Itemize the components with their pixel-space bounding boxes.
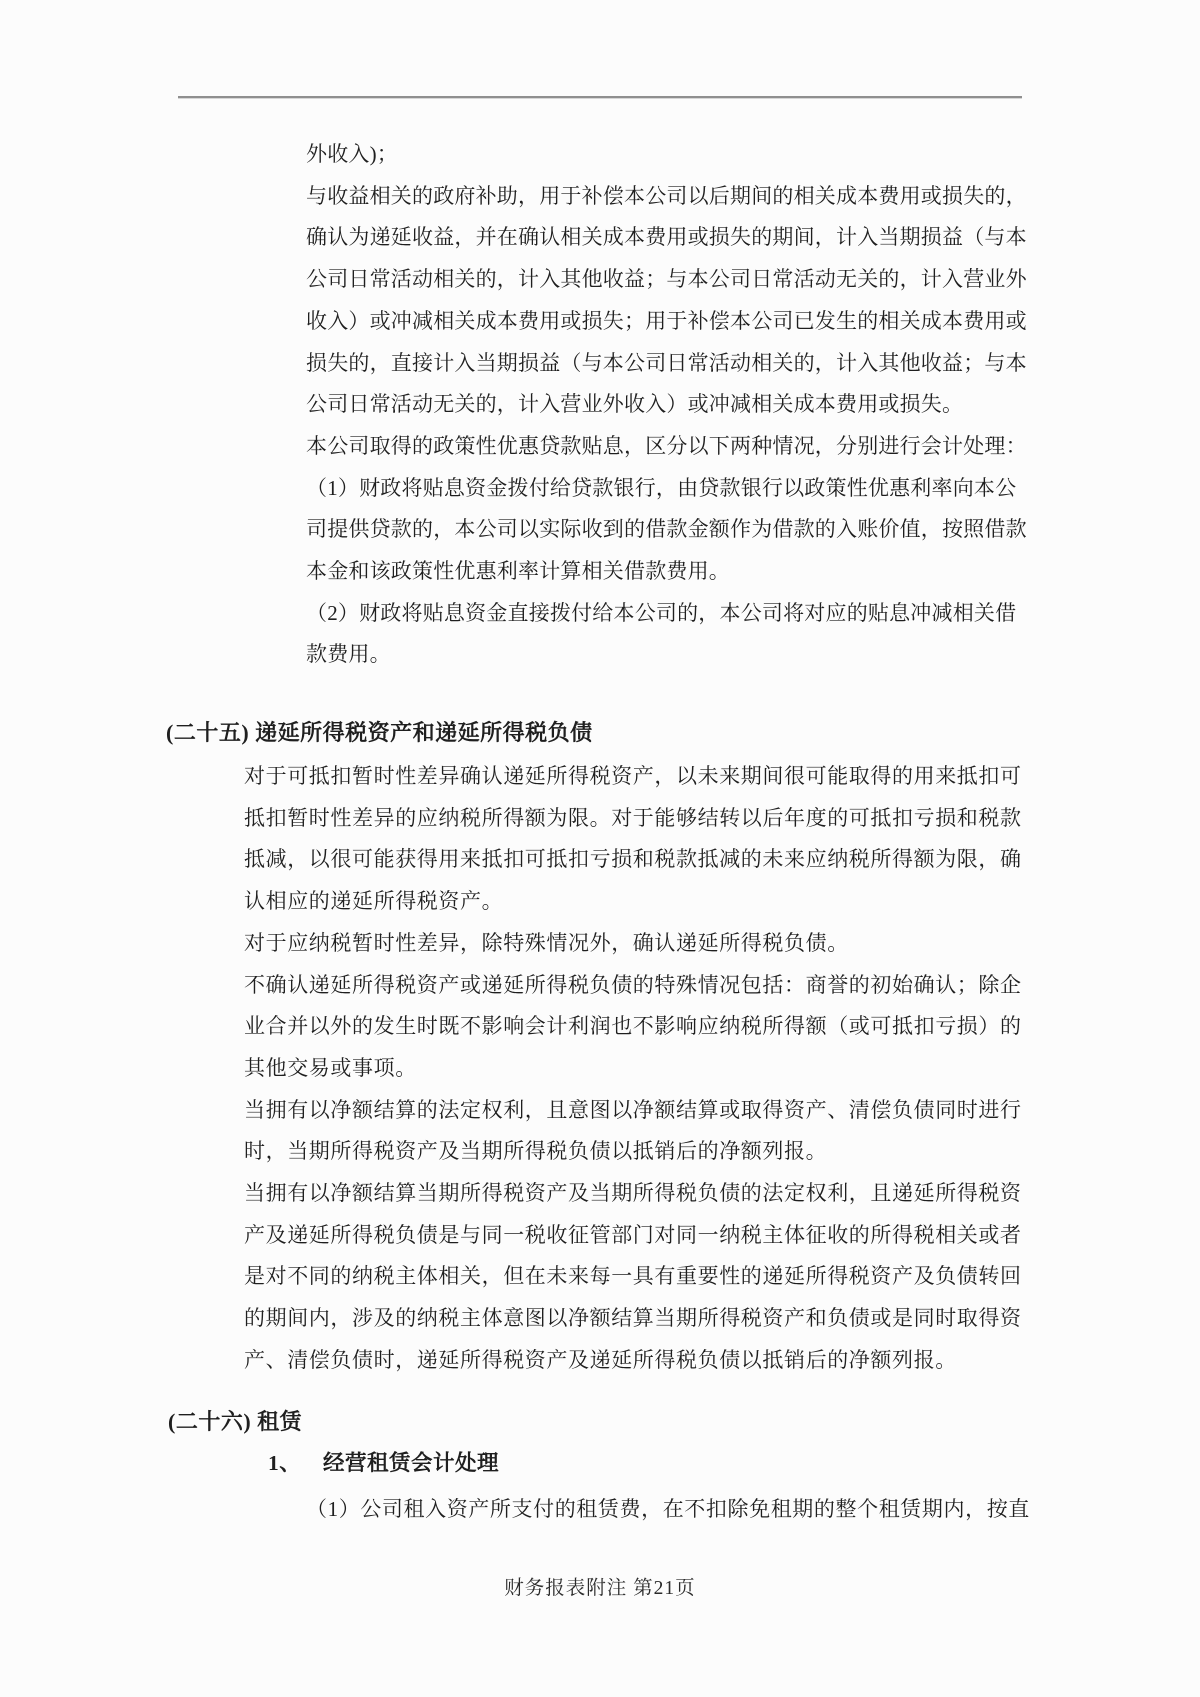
paragraph-line: 司提供贷款的，本公司以实际收到的借款金额作为借款的入账价值，按照借款 (306, 517, 1027, 542)
section-25-heading: (二十五) 递延所得税资产和递延所得税负债 (166, 720, 593, 745)
paragraph-line: 外收入)； (306, 142, 398, 166)
paragraph-line: 与收益相关的政府补助，用于补偿本公司以后期间的相关成本费用或损失的， (306, 183, 1027, 208)
paragraph-line: 公司日常活动相关的，计入其他收益；与本公司日常活动无关的，计入营业外 (306, 267, 1027, 292)
paragraph-line: 是对不同的纳税主体相关，但在未来每一具有重要性的递延所得税资产及负债转回 (244, 1264, 1022, 1289)
header-rule (178, 96, 1022, 98)
paragraph-line: 产及递延所得税负债是与同一税收征管部门对同一纳税主体征收的所得税相关或者 (244, 1222, 1022, 1247)
paragraph-line: 当拥有以净额结算当期所得税资产及当期所得税负债的法定权利，且递延所得税资 (244, 1181, 1022, 1206)
section-25-body (244, 756, 1022, 1382)
paragraph-line: 款费用。 (306, 642, 391, 667)
paragraph-line: 抵减，以很可能获得用来抵扣可抵扣亏损和税款抵减的未来应纳税所得额为限，确 (244, 847, 1022, 872)
paragraph-line: 当拥有以净额结算的法定权利，且意图以净额结算或取得资产、清偿负债同时进行 (244, 1097, 1022, 1122)
paragraph-line: （2）财政将贴息资金直接拨付给本公司的，本公司将对应的贴息冲减相关借 (306, 600, 1017, 625)
section-26-body (306, 1489, 1030, 1531)
continuation-paragraph (306, 134, 1027, 676)
paragraph-line: 对于可抵扣暂时性差异确认递延所得税资产，以未来期间很可能取得的用来抵扣可 (244, 764, 1022, 788)
paragraph-line: （1）公司租入资产所支付的租赁费，在不扣除免租期的整个租赁期内，按直 (306, 1497, 1030, 1521)
paragraph-line: 确认为递延收益，并在确认相关成本费用或损失的期间，计入当期损益（与本 (306, 225, 1027, 250)
paragraph-line: 本金和该政策性优惠利率计算相关借款费用。 (306, 559, 730, 584)
paragraph-line: 业合并以外的发生时既不影响会计利润也不影响应纳税所得额（或可抵扣亏损）的 (244, 1014, 1022, 1039)
paragraph-line: （1）财政将贴息资金拨付给贷款银行，由贷款银行以政策性优惠利率向本公 (306, 475, 1017, 500)
paragraph-line: 对于应纳税暂时性差异，除特殊情况外，确认递延所得税负债。 (244, 930, 849, 955)
subsection-number: 1、 (268, 1451, 302, 1475)
paragraph-line: 收入）或冲减相关成本费用或损失；用于补偿本公司已发生的相关成本费用或 (306, 308, 1027, 333)
section-26-subsection-heading (268, 1448, 499, 1478)
subsection-title: 经营租赁会计处理 (323, 1451, 500, 1475)
paragraph-line: 认相应的递延所得税资产。 (244, 889, 504, 914)
page-footer: 财务报表附注 第21页 (504, 1578, 696, 1599)
paragraph-line: 本公司取得的政策性优惠贷款贴息，区分以下两种情况，分别进行会计处理： (306, 433, 1027, 458)
section-26-heading: (二十六) 租赁 (168, 1409, 303, 1434)
paragraph-line: 抵扣暂时性差异的应纳税所得额为限。对于能够结转以后年度的可抵扣亏损和税款 (244, 805, 1022, 830)
paragraph-line: 的期间内，涉及的纳税主体意图以净额结算当期所得税资产和负债或是同时取得资 (244, 1306, 1022, 1331)
paragraph-line: 损失的，直接计入当期损益（与本公司日常活动相关的，计入其他收益；与本 (306, 350, 1027, 375)
paragraph-line: 产、清偿负债时，递延所得税资产及递延所得税负债以抵销后的净额列报。 (244, 1347, 957, 1372)
paragraph-line: 时，当期所得税资产及当期所得税负债以抵销后的净额列报。 (244, 1139, 828, 1164)
paragraph-line: 公司日常活动无关的，计入营业外收入）或冲减相关成本费用或损失。 (306, 392, 964, 417)
paragraph-line: 不确认递延所得税资产或递延所得税负债的特殊情况包括：商誉的初始确认；除企 (244, 972, 1022, 997)
paragraph-line: 其他交易或事项。 (244, 1055, 417, 1080)
